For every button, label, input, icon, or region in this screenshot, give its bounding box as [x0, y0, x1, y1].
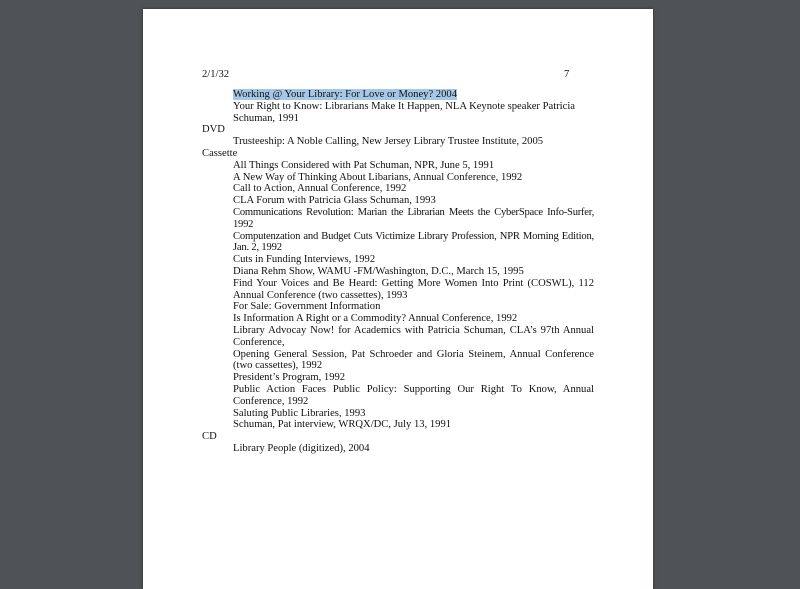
document-page — [143, 9, 653, 589]
list-item: Find Your Voices and Be Heard: Getting More Women Into Print (COSWL), 112 Annual Conference (two cassettes), 1993 — [233, 277, 594, 301]
list-item: Trusteeship: A Noble Calling, New Jersey Library Trustee Institute, 2005 — [233, 136, 544, 148]
header-date: 2/1/32 — [202, 69, 230, 80]
list-item: Public Action Faces Public Policy: Supporting Our Right To Know, Annual Conference, 1992 — [233, 383, 594, 407]
list-item: For Sale: Government Information — [233, 301, 381, 313]
list-item: President’s Program, 1992 — [233, 372, 346, 384]
list-item: Is Information A Right or a Commodity? Annual Conference, 1992 — [233, 313, 518, 325]
list-item: Diana Rehm Show, WAMU -FM/Washington, D.C., March 15, 1995 — [233, 265, 524, 277]
selected-text[interactable]: Working @ Your Library: For Love or Money? 2004 — [233, 89, 457, 100]
category-heading: CD — [202, 431, 217, 443]
list-item: Library People (digitized), 2004 — [233, 442, 370, 454]
list-item: A New Way of Thinking About Libarians, Annual Conference, 1992 — [233, 171, 523, 183]
section-cassette — [202, 148, 594, 431]
list-item: All Things Considered with Pat Schuman, NPR, June 5, 1991 — [233, 159, 495, 171]
list-item: Call to Action, Annual Conference, 1992 — [233, 183, 407, 195]
list-item: Computenzation and Budget Cuts Victimize Library Profession, NPR Morning Edition, Jan. 2, 1992 — [233, 230, 594, 254]
list-item: Cuts in Funding Interviews, 1992 — [233, 254, 376, 266]
document-body — [202, 69, 594, 455]
category-heading: Cassette — [202, 147, 238, 159]
section-cd — [202, 431, 594, 455]
list-item: CLA Forum with Patricia Glass Schuman, 1993 — [233, 195, 436, 207]
list-item: Library Advocay Now! for Academics with Patricia Schuman, CLA’s 97th Annual Conference, — [233, 324, 594, 348]
list-item: Communications Revolution: Marian the Librarian Meets the CyberSpace Info-Surfer, 1992 — [233, 206, 594, 230]
list-item — [233, 89, 594, 101]
list-item: Opening General Session, Pat Schroeder and Gloria Steinem, Annual Conference (two cassettes), 1992 — [233, 348, 594, 372]
list-item: Your Right to Know: Librarians Make It Happen, NLA Keynote speaker Patricia Schuman, 1991 — [233, 100, 575, 124]
section-dvd — [202, 124, 594, 148]
page-header — [202, 69, 594, 89]
list-item: Schuman, Pat interview, WRQX/DC, July 13, 1991 — [233, 419, 452, 431]
category-heading: DVD — [202, 124, 225, 136]
list-item: Saluting Public Libraries, 1993 — [233, 407, 366, 419]
section-continued — [202, 89, 594, 124]
page-number: 7 — [564, 69, 570, 80]
